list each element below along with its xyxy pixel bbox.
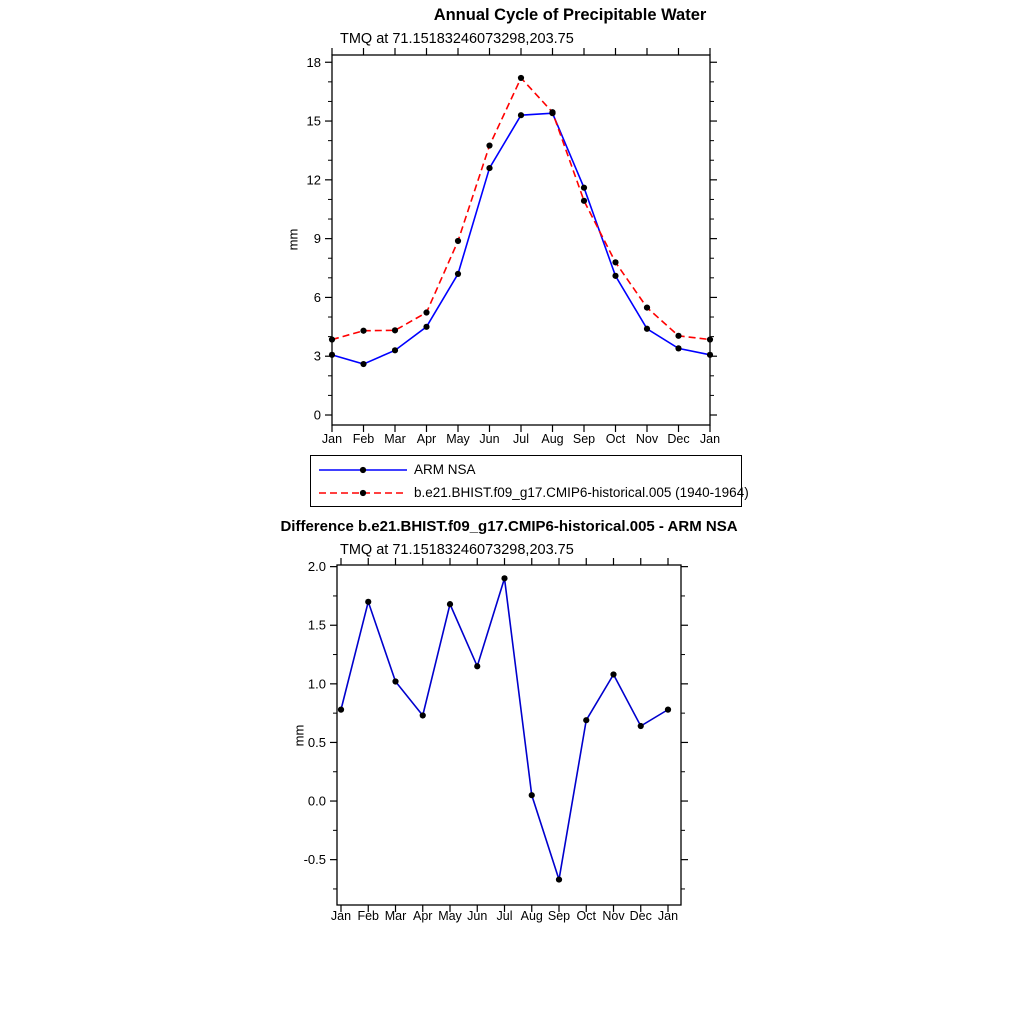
svg-text:1.5: 1.5 [307, 617, 326, 633]
svg-text:Jan: Jan [330, 909, 352, 923]
legend-label-model: b.e21.BHIST.f09_g17.CMIP6-historical.005 (1940-1964) [414, 485, 749, 500]
svg-text:Dec: Dec [667, 432, 690, 446]
svg-text:Apr: Apr [413, 909, 433, 923]
svg-text:0: 0 [313, 407, 321, 423]
svg-text:Jun: Jun [467, 909, 488, 923]
svg-text:6: 6 [313, 289, 321, 305]
svg-text:Jan: Jan [321, 432, 343, 446]
svg-text:Nov: Nov [602, 909, 625, 923]
svg-text:Jan: Jan [699, 432, 721, 446]
svg-text:Feb: Feb [357, 909, 380, 923]
svg-text:Aug: Aug [520, 909, 543, 923]
svg-text:Nov: Nov [635, 432, 659, 446]
legend-entry-arm-nsa [311, 458, 741, 481]
legend-marker-dot [360, 489, 366, 495]
svg-text:Jun: Jun [479, 432, 500, 446]
solid-line-marker-icon [319, 462, 407, 478]
svg-text:Jan: Jan [657, 909, 679, 923]
svg-text:-0.5: -0.5 [303, 852, 326, 868]
legend-marker-dot [360, 466, 366, 472]
top-chart-title: Annual Cycle of Precipitable Water [433, 6, 707, 24]
svg-text:Mar: Mar [384, 432, 406, 446]
svg-text:3: 3 [313, 348, 321, 364]
legend [310, 455, 749, 507]
svg-text:0.5: 0.5 [307, 734, 326, 750]
dashed-line-marker-icon [319, 485, 407, 501]
top-chart-y-axis-label: mm [285, 228, 301, 251]
legend-entry-model [311, 481, 749, 504]
svg-text:1.0: 1.0 [307, 676, 326, 692]
bottom-chart-title: Difference b.e21.BHIST.f09_g17.CMIP6-historical.005 - ARM NSA [280, 518, 738, 535]
svg-text:12: 12 [306, 172, 321, 188]
svg-text:Mar: Mar [384, 909, 407, 923]
svg-text:May: May [438, 909, 462, 923]
svg-text:Sep: Sep [572, 432, 596, 446]
svg-text:Oct: Oct [576, 909, 596, 923]
bottom-chart-subtitle: TMQ at 71.15183246073298,203.75 [340, 542, 574, 558]
svg-text:0.0: 0.0 [307, 793, 326, 809]
svg-text:15: 15 [306, 113, 321, 129]
svg-text:Feb: Feb [352, 432, 375, 446]
svg-text:Jul: Jul [496, 909, 513, 923]
svg-text:Jul: Jul [513, 432, 529, 446]
bottom-chart-y-axis-label: mm [291, 724, 307, 747]
svg-text:May: May [446, 432, 470, 446]
svg-text:Sep: Sep [547, 909, 571, 923]
legend-label-arm-nsa: ARM NSA [414, 462, 476, 477]
svg-text:Apr: Apr [416, 432, 437, 446]
svg-text:Aug: Aug [541, 432, 564, 446]
svg-text:Oct: Oct [605, 432, 626, 446]
svg-text:Dec: Dec [629, 909, 652, 923]
svg-text:9: 9 [313, 231, 321, 247]
svg-text:2.0: 2.0 [307, 559, 326, 575]
svg-text:18: 18 [306, 54, 321, 70]
top-chart-subtitle: TMQ at 71.15183246073298,203.75 [340, 31, 574, 47]
